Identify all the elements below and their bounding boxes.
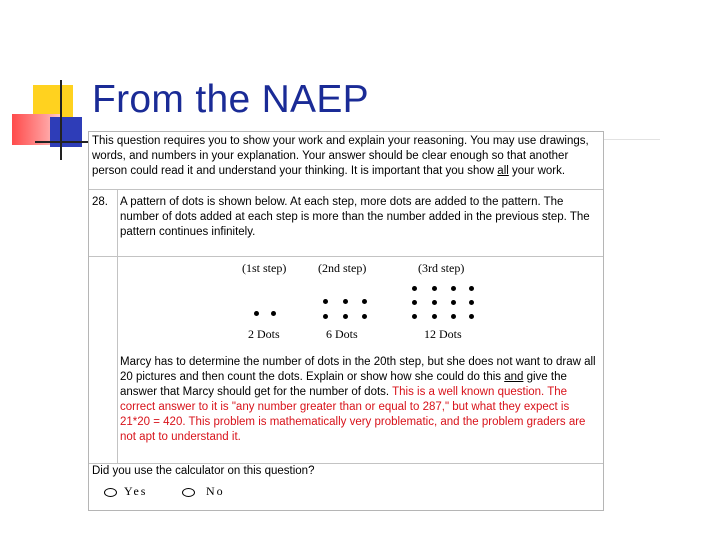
step-3-dot: [432, 286, 437, 291]
annotation-note: This is a well known question. The correct answer to it is "any number greater than or equal to 287," but what they expect is 21*20 = 420. This problem is mathematically very problematic, and the problem graders are not apt to understand it.: [120, 386, 586, 443]
step-2-dot: [323, 299, 328, 304]
figure-row: [89, 257, 603, 464]
step-3-dot: [451, 286, 456, 291]
step-3-dot: [432, 300, 437, 305]
step-3-dot: [412, 286, 417, 291]
calculator-row: [89, 464, 603, 510]
no-radio[interactable]: [182, 488, 195, 497]
step-1-label: (1st step): [242, 261, 287, 275]
task-part-2: give the answer that Marcy should get for the number of dots.: [120, 371, 567, 398]
step-3-dot: [432, 314, 437, 319]
yes-label: Yes: [124, 484, 148, 498]
step-2-dot: [323, 314, 328, 319]
question-row: [89, 190, 603, 257]
step-3-dot: [469, 314, 474, 319]
instructions-part-2: your work.: [508, 165, 566, 177]
figure-number-cell: [89, 257, 118, 463]
step-1-dot: [271, 311, 276, 316]
step-3-dot: [469, 286, 474, 291]
step-2-label: (2nd step): [318, 261, 367, 275]
question-text: A pattern of dots is shown below. At each step, more dots are added to the pattern. The number of dots added at each step is more than the number added in the previous step. The pattern continues infinitely.: [120, 196, 590, 238]
step-1-dot: [254, 311, 259, 316]
instructions-text: [89, 132, 603, 181]
step-3-label: (3rd step): [418, 261, 465, 275]
no-label: No: [206, 484, 225, 498]
step-2-dot: [362, 314, 367, 319]
instructions-row: [89, 132, 603, 190]
step-2-dot: [362, 299, 367, 304]
task-part-1: Marcy has to determine the number of dots in the 20th step, but she does not want to draw all 20 pictures and then count the dots. Explain or show how she could do this: [120, 356, 596, 383]
step-1-count: 2 Dots: [248, 327, 280, 341]
step-2-count: 6 Dots: [326, 327, 358, 341]
yes-radio[interactable]: [104, 488, 117, 497]
calculator-question: Did you use the calculator on this question?: [92, 465, 315, 477]
task-and-emphasis: and: [504, 371, 524, 383]
step-3-dot: [451, 300, 456, 305]
slide-title: From the NAEP: [92, 78, 369, 121]
accent-vertical-line: [60, 80, 62, 160]
step-3-dot: [451, 314, 456, 319]
task-text: [120, 355, 600, 445]
instructions-all-emphasis: all: [497, 165, 509, 177]
step-2-dot: [343, 299, 348, 304]
step-3-dot: [412, 314, 417, 319]
step-3-count: 12 Dots: [424, 327, 462, 341]
question-number-cell: [89, 190, 118, 256]
question-number: 28.: [92, 196, 108, 208]
step-3-dot: [412, 300, 417, 305]
accent-horizontal-line: [35, 141, 90, 143]
step-3-dot: [469, 300, 474, 305]
step-2-dot: [343, 314, 348, 319]
instructions-part-1: This question requires you to show your work and explain your reasoning. You may use drawings, words, and numbers in your explanation. Your answer should be clear enough so that another person could read it and understand your thinking. It is important that you show: [92, 135, 589, 177]
naep-question-document: [88, 131, 604, 511]
